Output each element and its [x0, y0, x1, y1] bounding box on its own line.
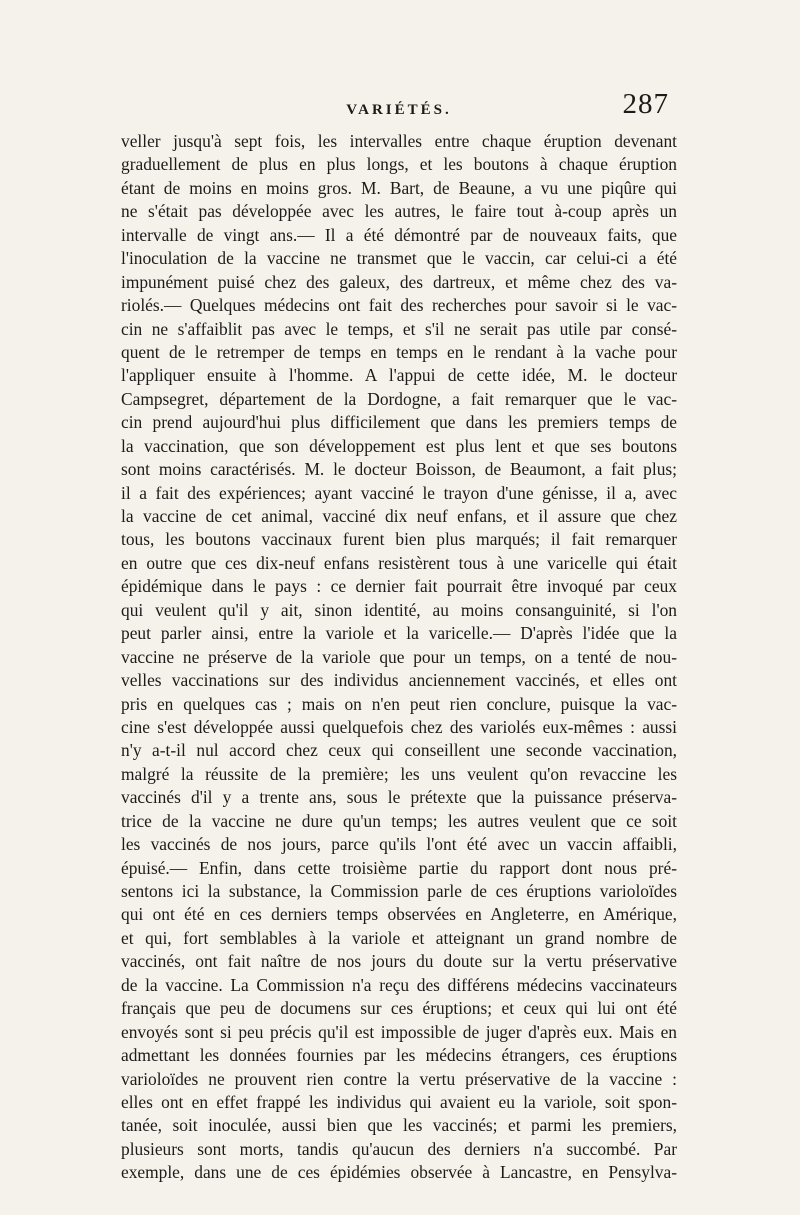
text-line: sentons ici la substance, la Commission parle de ces éruptions varioloïdes	[121, 881, 677, 901]
text-line: trice de la vaccine ne dure qu'un temps; les autres veulent que ce soit	[121, 810, 677, 831]
text-line: Campsegret, département de la Dordogne, a fait remarquer que le vac-	[121, 388, 677, 409]
text-line: vaccinés, ont fait naître de nos jours du doute sur la vertu préservative	[121, 951, 677, 972]
text-line: riolés.— Quelques médecins ont fait des recherches pour savoir si le vac-	[121, 295, 677, 316]
page-header	[121, 88, 677, 128]
text-line: en outre que ces dix-neuf enfans resistèrent tous à une varicelle qui était	[121, 552, 677, 573]
text-line: tanée, soit inoculée, aussi bien que les vaccinés; et parmi les premiers,	[121, 1115, 677, 1136]
text-line: n'y a-t-il nul accord chez ceux qui conseillent une seconde vaccination,	[121, 740, 677, 761]
text-line: plusieurs sont morts, tandis qu'aucun des derniers n'a succombé. Par	[121, 1138, 677, 1159]
text-line: peut parler ainsi, entre la variole et la varicelle.— D'après l'idée que la	[121, 623, 677, 644]
text-line: elles ont en effet frappé les individus qui avaient eu la variole, soit spon-	[121, 1091, 677, 1112]
text-line: épidémique dans le pays : ce dernier fait pourrait être invoqué par ceux	[121, 576, 677, 597]
text-line: la vaccination, que son développement est plus lent et que ses boutons	[121, 435, 677, 456]
text-line: admettant les données fournies par les médecins étrangers, ces éruptions	[121, 1045, 677, 1066]
text-line: graduellement de plus en plus longs, et les boutons à chaque éruption	[121, 154, 677, 175]
text-line: envoyés sont si peu précis qu'il est impossible de juger d'après eux. Mais en	[121, 1021, 677, 1042]
text-line: la vaccine de cet animal, vacciné dix neuf enfans, et il assure que chez	[121, 506, 677, 526]
page-number: 287	[622, 88, 669, 120]
text-line: l'appliquer ensuite à l'homme. A l'appui de cette idée, M. le docteur	[121, 365, 677, 386]
text-line: étant de moins en moins gros. M. Bart, de Beaune, a vu une piqûre qui	[121, 177, 677, 198]
text-line: cine s'est développée aussi quelquefois chez des variolés eux-mêmes : aussi	[121, 716, 677, 737]
text-line: pris en quelques cas ; mais on n'en peut rien conclure, puisque la vac-	[121, 693, 677, 714]
text-line: français que peu de documens sur ces éruptions; et ceux qui lui ont été	[121, 998, 677, 1019]
text-line: sont moins caractérisés. M. le docteur Boisson, de Beaumont, a fait plus;	[121, 459, 677, 480]
text-line: qui ont été en ces derniers temps observées en Angleterre, en Amérique,	[121, 904, 677, 925]
text-line: quent de le retremper de temps en temps en le rendant à la vache pour	[121, 341, 677, 362]
text-line: l'inoculation de la vaccine ne transmet que le vaccin, car celui-ci a été	[121, 248, 677, 269]
text-line: ne s'était pas développée avec les autres, le faire tout à-coup après un	[121, 201, 677, 222]
text-line: malgré la réussite de la première; les uns veulent qu'on revaccine les	[121, 763, 677, 784]
text-line: cin prend aujourd'hui plus difficilement que dans les premiers temps de	[121, 412, 677, 433]
text-line: varioloïdes ne prouvent rien contre la vertu préservative de la vaccine :	[121, 1068, 677, 1089]
text-line: velles vaccinations sur des individus anciennement vaccinés, et elles ont	[121, 670, 677, 691]
body-text	[121, 130, 677, 1185]
text-line: qui veulent qu'il y ait, sinon identité, au moins consanguinité, si l'on	[121, 599, 677, 620]
text-line: épuisé.— Enfin, dans cette troisième partie du rapport dont nous pré-	[121, 857, 677, 878]
text-line: veller jusqu'à sept fois, les intervalles entre chaque éruption devenant	[121, 131, 677, 151]
running-title: VARIÉTÉS.	[346, 102, 452, 118]
text-line: exemple, dans une de ces épidémies observée à Lancastre, en Pensylva-	[121, 1162, 677, 1183]
text-line: cin ne s'affaiblit pas avec le temps, et s'il ne serait pas utile par consé-	[121, 318, 677, 339]
text-line: et qui, fort semblables à la variole et atteignant un grand nombre de	[121, 927, 677, 948]
text-line: les vaccinés de nos jours, parce qu'ils l'ont été avec un vaccin affaibli,	[121, 834, 677, 855]
text-line: il a fait des expériences; ayant vacciné le trayon d'une génisse, il a, avec	[121, 482, 677, 503]
text-line: impunément puisé chez des galeux, des dartreux, et même chez des va-	[121, 271, 677, 292]
text-line: tous, les boutons vaccinaux furent bien plus marqués; il fait remarquer	[121, 529, 677, 550]
text-line: vaccine ne préserve de la variole que pour un temps, on a tenté de nou-	[121, 646, 677, 667]
text-line: intervalle de vingt ans.— Il a été démontré par de nouveaux faits, que	[121, 224, 677, 245]
text-line: vaccinés d'il y a trente ans, sous le prétexte que la puissance préserva-	[121, 787, 677, 808]
text-line: de la vaccine. La Commission n'a reçu des différens médecins vaccinateurs	[121, 974, 677, 995]
